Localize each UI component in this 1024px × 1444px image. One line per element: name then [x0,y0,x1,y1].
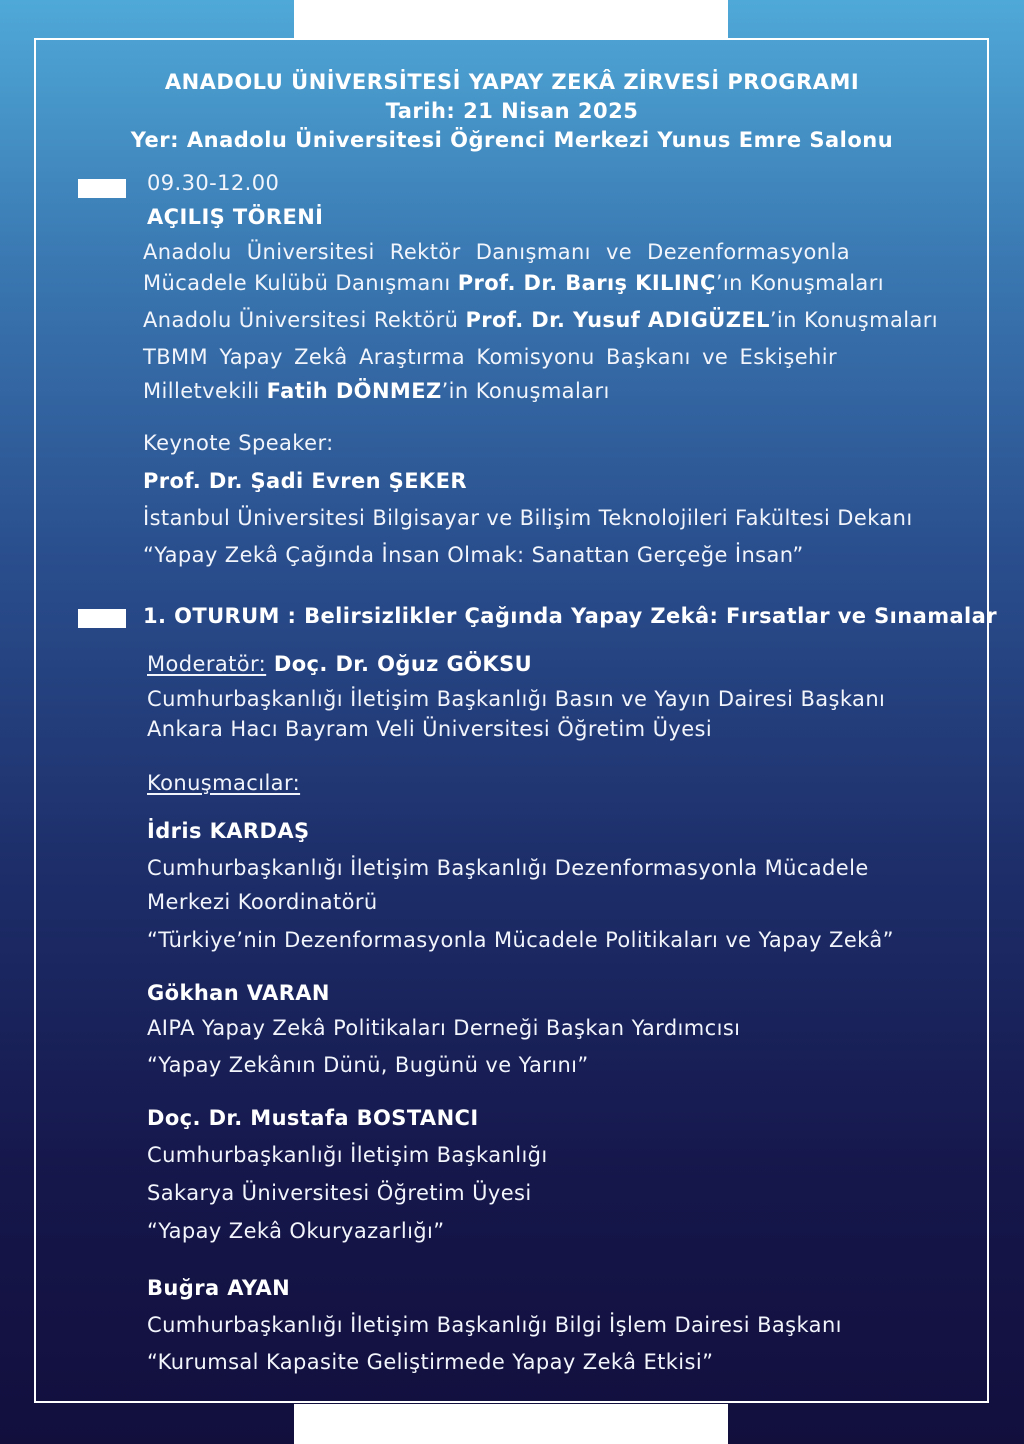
program-title: ANADOLU ÜNİVERSİTESİ YAPAY ZEKÂ ZİRVESİ PROGRAMI [164,70,860,94]
program-venue: Yer: Anadolu Üniversitesi Öğrenci Merkezi Yunus Emre Salonu [130,128,894,152]
opening-speech2-name: Prof. Dr. Yusuf ADIGÜZEL [465,308,770,332]
opening-speech2: Anadolu Üniversitesi Rektörü Prof. Dr. Yusuf ADIGÜZEL’in Konuşmaları [143,308,938,332]
speaker3-name: Doç. Dr. Mustafa BOSTANCI [147,1106,479,1130]
speaker4-name: Buğra AYAN [147,1276,291,1300]
speaker3-talk: “Yapay Zekâ Okuryazarlığı” [147,1219,445,1243]
program-date: Tarih: 21 Nisan 2025 [385,99,639,123]
session1-title: 1. OTURUM : Belirsizlikler Çağında Yapay Zekâ: Fırsatlar ve Sınamalar [143,604,997,628]
speaker1-talk: “Türkiye’nin Dezenformasyonla Mücadele Politikaları ve Yapay Zekâ” [147,928,894,952]
moderator-affiliation-2: Ankara Hacı Bayram Veli Üniversitesi Öğretim Üyesi [147,717,713,741]
opening-speech3-line2: Milletvekili Fatih DÖNMEZ’in Konuşmaları [143,379,610,403]
opening-speech1-line1: Anadolu Üniversitesi Rektör Danışmanı ve Dezenformasyonla [143,240,850,264]
speaker1-affiliation-1: Cumhurbaşkanlığı İletişim Başkanlığı Dezenformasyonla Mücadele [147,856,869,880]
moderator-line [147,652,532,676]
speaker2-talk: “Yapay Zekânın Dünü, Bugünü ve Yarını” [147,1053,589,1077]
speaker2-name: Gökhan VARAN [147,981,330,1005]
bottom-white-tab [294,1404,728,1444]
speaker1-affiliation-2: Merkezi Koordinatörü [147,890,378,914]
opening-time: 09.30-12.00 [147,171,280,195]
keynote-label: Keynote Speaker: [143,431,334,455]
speaker3-affiliation-1: Cumhurbaşkanlığı İletişim Başkanlığı [147,1143,548,1167]
speaker4-affiliation: Cumhurbaşkanlığı İletişim Başkanlığı Bilgi İşlem Dairesi Başkanı [147,1313,842,1337]
speakers-label: Konuşmacılar: [147,771,301,795]
moderator-label: Moderatör: [147,652,267,676]
opening-speech3-name: Fatih DÖNMEZ [266,379,442,403]
opening-title: AÇILIŞ TÖRENİ [147,205,324,229]
keynote-talk: “Yapay Zekâ Çağında İnsan Olmak: Sanattan Gerçeğe İnsan” [143,543,804,567]
speaker1-name: İdris KARDAŞ [147,819,310,843]
keynote-affiliation: İstanbul Üniversitesi Bilgisayar ve Bilişim Teknolojileri Fakültesi Dekanı [143,506,913,530]
moderator-name: Doç. Dr. Oğuz GÖKSU [266,652,533,676]
speaker3-affiliation-2: Sakarya Üniversitesi Öğretim Üyesi [147,1181,532,1205]
section-marker-session1 [78,609,126,628]
speaker4-talk: “Kurumsal Kapasite Geliştirmede Yapay Zekâ Etkisi” [147,1350,714,1374]
keynote-name: Prof. Dr. Şadi Evren ŞEKER [143,469,467,493]
top-white-tab [294,0,728,38]
speaker2-affiliation: AIPA Yapay Zekâ Politikaları Derneği Başkan Yardımcısı [147,1016,741,1040]
opening-speech1-name: Prof. Dr. Barış KILINÇ [457,271,716,295]
section-marker-opening [78,179,126,198]
moderator-affiliation-1: Cumhurbaşkanlığı İletişim Başkanlığı Basın ve Yayın Dairesi Başkanı [147,687,886,711]
opening-speech3-line1: TBMM Yapay Zekâ Araştırma Komisyonu Başkanı ve Eskişehir [143,345,837,369]
opening-speech1-line2: Mücadele Kulübü Danışmanı Prof. Dr. Barış KILINÇ’ın Konuşmaları [143,271,884,295]
